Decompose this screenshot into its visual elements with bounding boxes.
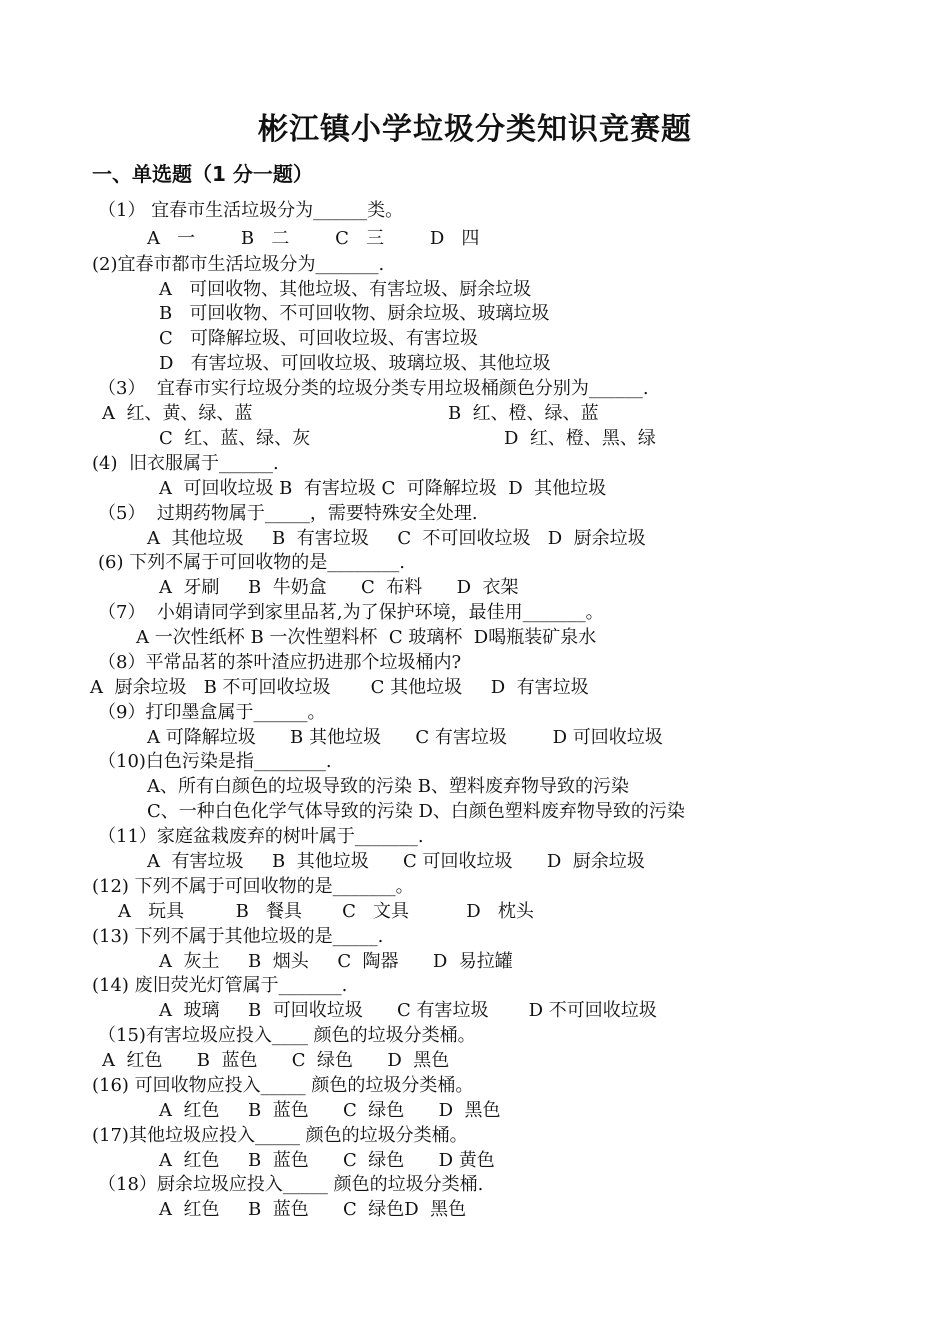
answer-option: C、一种白色化学气体导致的污染 D、白颜色塑料废弃物导致的污染 bbox=[147, 801, 685, 822]
answer-option: A 红、黄、绿、蓝 bbox=[102, 403, 253, 424]
answer-option: B 红、橙、绿、蓝 bbox=[448, 403, 599, 424]
answer-options: A 灰土 B 烟头 C 陶器 D 易拉罐 bbox=[159, 951, 513, 972]
answer-options: A 可回收垃圾 B 有害垃圾 C 可降解垃圾 D 其他垃圾 bbox=[159, 478, 607, 499]
answer-options: A 红色 B 蓝色 C 绿色 D 黑色 bbox=[102, 1050, 450, 1071]
answer-options: A 玩具 B 餐具 C 文具 D 枕头 bbox=[118, 901, 534, 922]
answer-option: D 有害垃圾、可回收垃圾、玻璃垃圾、其他垃圾 bbox=[159, 353, 551, 374]
answer-options: A 有害垃圾 B 其他垃圾 C 可回收垃圾 D 厨余垃圾 bbox=[147, 851, 645, 872]
answer-options: A 牙刷 B 牛奶盒 C 布料 D 衣架 bbox=[159, 577, 519, 598]
answer-options: A 玻璃 B 可回收垃圾 C 有害垃圾 D 不可回收垃圾 bbox=[159, 1000, 657, 1021]
question-text: （8）平常品茗的茶叶渣应扔进那个垃圾桶内? bbox=[98, 652, 462, 673]
question-text: （3） 宜春市实行垃圾分类的垃圾分类专用垃圾桶颜色分别为______. bbox=[98, 378, 649, 399]
answer-options: A 红色 B 蓝色 C 绿色 D 黄色 bbox=[159, 1150, 495, 1171]
question-text: (12) 下列不属于可回收物的是_______。 bbox=[92, 876, 414, 897]
answer-options: A 一 B 二 C 三 D 四 bbox=[147, 228, 480, 249]
question-text: （1） 宜春市生活垃圾分为______类。 bbox=[98, 200, 404, 221]
question-text: (6) 下列不属于可回收物的是________. bbox=[98, 552, 405, 573]
question-text: (14) 废旧荧光灯管属于_______. bbox=[92, 975, 348, 996]
question-text: （7） 小娟请同学到家里品茗,为了保护环境，最佳用_______。 bbox=[98, 602, 604, 623]
question-text: (4) 旧衣服属于______. bbox=[92, 453, 279, 474]
answer-options: A 一次性纸杯 B 一次性塑料杯 C 玻璃杯 D喝瓶装矿泉水 bbox=[136, 627, 597, 648]
answer-option: A、所有白颜色的垃圾导致的污染 B、塑料废弃物导致的污染 bbox=[147, 776, 629, 797]
question-text: (13) 下列不属于其他垃圾的是_____. bbox=[92, 926, 384, 947]
answer-option: B 可回收物、不可回收物、厨余垃圾、玻璃垃圾 bbox=[159, 303, 550, 324]
section-heading: 一、单选题（1 分一题） bbox=[92, 162, 313, 186]
question-text: （11）家庭盆栽废弃的树叶属于_______. bbox=[98, 826, 424, 847]
answer-option: C 红、蓝、绿、灰 bbox=[159, 428, 311, 449]
question-text: (16) 可回收物应投入_____ 颜色的垃圾分类桶。 bbox=[92, 1075, 474, 1096]
question-text: （15)有害垃圾应投入____ 颜色的垃圾分类桶。 bbox=[98, 1025, 476, 1046]
question-text: （18）厨余垃圾应投入_____ 颜色的垃圾分类桶. bbox=[98, 1174, 484, 1195]
answer-option: A 可回收物、其他垃圾、有害垃圾、厨余垃圾 bbox=[159, 279, 532, 300]
question-text: (17)其他垃圾应投入_____ 颜色的垃圾分类桶。 bbox=[92, 1125, 468, 1146]
answer-option: D 红、橙、黑、绿 bbox=[504, 428, 656, 449]
question-text: （5） 过期药物属于_____，需要特殊安全处理. bbox=[98, 503, 478, 524]
document-title: 彬江镇小学垃圾分类知识竞赛题 bbox=[258, 112, 692, 147]
question-text: （10)白色污染是指________. bbox=[98, 751, 332, 772]
question-text: (2)宜春市都市生活垃圾分为_______. bbox=[92, 254, 385, 275]
answer-options: A 红色 B 蓝色 C 绿色 D 黑色 bbox=[159, 1100, 501, 1121]
question-text: （9）打印墨盒属于______。 bbox=[98, 702, 326, 723]
answer-option: C 可降解垃圾、可回收垃圾、有害垃圾 bbox=[159, 328, 478, 349]
answer-options: A 其他垃圾 B 有害垃圾 C 不可回收垃圾 D 厨余垃圾 bbox=[147, 528, 646, 549]
answer-options: A 红色 B 蓝色 C 绿色D 黑色 bbox=[159, 1199, 467, 1220]
answer-options: A 厨余垃圾 B 不可回收垃圾 C 其他垃圾 D 有害垃圾 bbox=[90, 677, 589, 698]
answer-options: A 可降解垃圾 B 其他垃圾 C 有害垃圾 D 可回收垃圾 bbox=[147, 727, 663, 748]
